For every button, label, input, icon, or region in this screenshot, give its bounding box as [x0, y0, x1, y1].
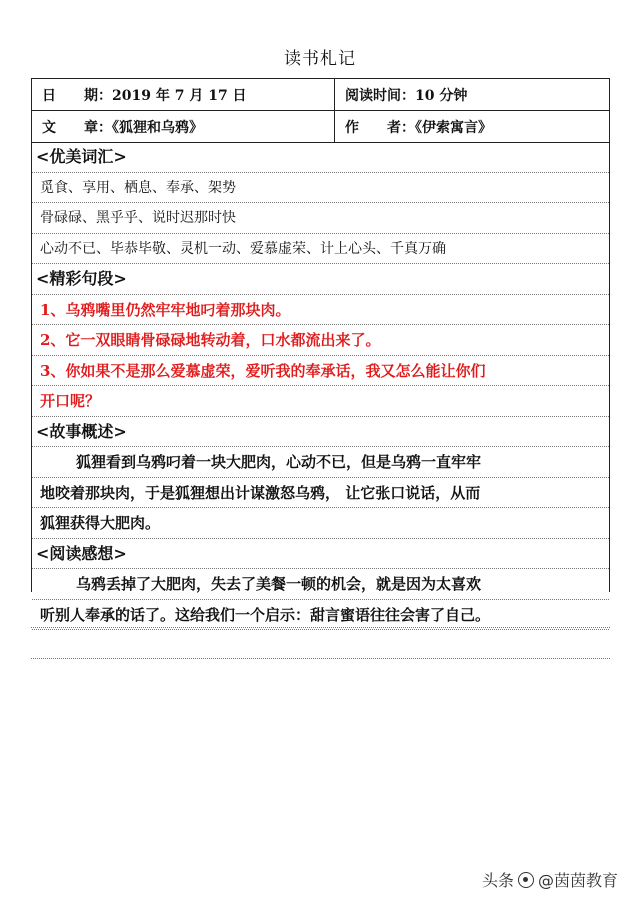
sentence-line: 开口呢？ — [32, 386, 609, 417]
sentence-line: 2、它一双眼睛骨碌碌地转动着，口水都流出来了。 — [32, 325, 609, 356]
sentence-line: 1、乌鸦嘴里仍然牢牢地叼着那块肉。 — [32, 295, 609, 326]
watermark — [482, 868, 618, 891]
reading-time-cell: 阅读时间：10 分钟 — [335, 79, 610, 111]
watermark-prefix: 头条 — [481, 871, 514, 890]
blank-line — [31, 627, 610, 628]
sentence-line: 3、你如果不是那么爱慕虚荣，爱听我的奉承话，我又怎么能让你们 — [32, 356, 609, 387]
toutiao-logo-icon — [518, 872, 534, 888]
summary-line: 狐狸获得大肥肉。 — [32, 508, 609, 539]
info-table — [31, 78, 610, 143]
sentences-heading: <精彩句段> — [32, 264, 609, 295]
page-title: 读书札记 — [284, 49, 356, 69]
date-cell: 日 期：2019 年 7 月 17 日 — [32, 79, 335, 111]
notes-sheet — [31, 142, 610, 624]
reflection-line: 听别人奉承的话了。这给我们一个启示：甜言蜜语往往会害了自己。 — [32, 600, 609, 631]
vocab-line: 骨碌碌、黑乎乎、说时迟那时快 — [32, 203, 609, 234]
author-cell: 作 者：《伊索寓言》 — [335, 111, 610, 143]
vocab-line: 觅食、享用、栖息、奉承、架势 — [32, 173, 609, 204]
vocab-heading: <优美词汇> — [32, 142, 609, 173]
blank-line — [31, 658, 610, 659]
reflection-line: 乌鸦丢掉了大肥肉，失去了美餐一顿的机会，就是因为太喜欢 — [32, 569, 609, 600]
article-cell: 文 章：《狐狸和乌鸦》 — [32, 111, 335, 143]
watermark-account: @茵茵教育 — [537, 871, 618, 890]
summary-heading: <故事概述> — [32, 417, 609, 448]
summary-line: 狐狸看到乌鸦叼着一块大肥肉，心动不已，但是乌鸦一直牢牢 — [32, 447, 609, 478]
reflection-heading: <阅读感想> — [32, 539, 609, 570]
vocab-line: 心动不已、毕恭毕敬、灵机一动、爱慕虚荣、计上心头、千真万确 — [32, 234, 609, 265]
summary-line: 地咬着那块肉，于是狐狸想出计谋激怒乌鸦， 让它张口说话，从而 — [32, 478, 609, 509]
